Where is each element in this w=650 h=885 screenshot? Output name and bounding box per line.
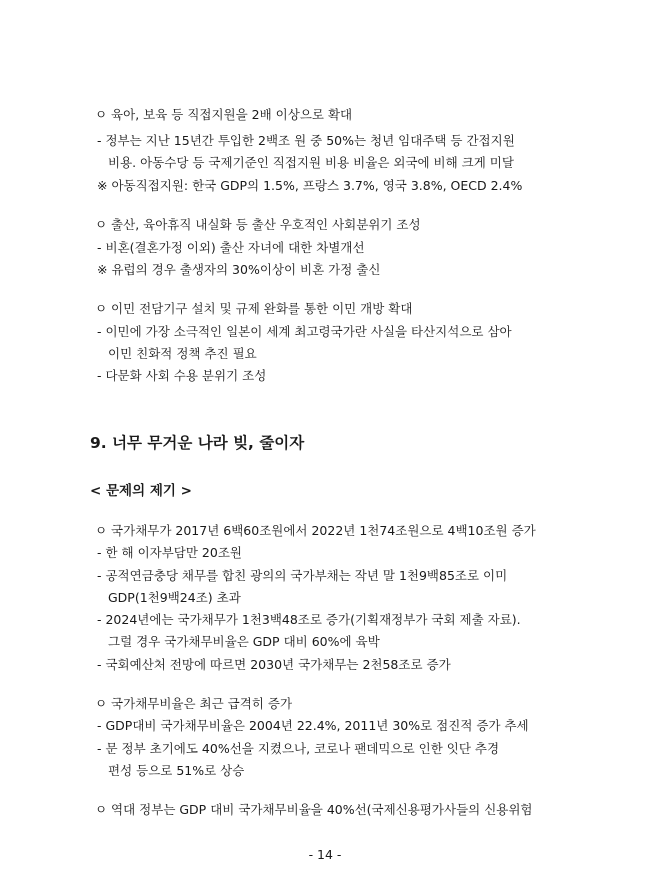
sub-item: - 이민에 가장 소극적인 일본이 세계 최고령국가란 사실을 타산지석으로 삼아	[97, 324, 512, 339]
sub-item: - 국회예산처 전망에 따르면 2030년 국가채무는 2천58조로 증가	[97, 657, 451, 672]
bullet-item: ㅇ 이민 전담기구 설치 및 규제 완화를 통한 이민 개방 확대	[95, 301, 413, 316]
bullet-item: ㅇ 역대 정부는 GDP 대비 국가채무비율을 40%선(국제신용평가사들의 신용위험	[95, 802, 533, 817]
section-heading: 9. 너무 무거운 나라 빚, 줄이자	[90, 434, 305, 452]
bullet-item: ㅇ 출산, 육아휴직 내실화 등 출산 우호적인 사회분위기 조성	[95, 217, 421, 232]
sub-item-continued: 비용. 아동수당 등 국제기준인 직접지원 비용 비율은 외국에 비해 크게 미달	[108, 155, 514, 170]
sub-item-continued: 이민 친화적 정책 추진 필요	[108, 346, 257, 361]
sub-item: - GDP대비 국가채무비율은 2004년 22.4%, 2011년 30%로 점진적 증가 추세	[97, 718, 529, 733]
sub-item: - 다문화 사회 수용 분위기 조성	[97, 368, 267, 383]
sub-item: - 공적연금충당 채무를 합친 광의의 국가부채는 작년 말 1천9백85조로 이미	[97, 568, 508, 583]
bullet-item: ㅇ 육아, 보육 등 직접지원을 2배 이상으로 확대	[95, 107, 353, 122]
section-subheading: < 문제의 제기 >	[90, 483, 192, 499]
bullet-item: ㅇ 국가채무가 2017년 6백60조원에서 2022년 1천74조원으로 4백10조원 증가	[95, 523, 536, 538]
sub-item-continued: 편성 등으로 51%로 상승	[108, 763, 245, 778]
sub-item-continued: 그럴 경우 국가채무비율은 GDP 대비 60%에 육박	[108, 634, 380, 649]
sub-item-continued: GDP(1천9백24조) 초과	[108, 590, 241, 605]
page-number: - 14 -	[308, 847, 342, 862]
note-item: ※ 유럽의 경우 출생자의 30%이상이 비혼 가정 출신	[97, 262, 381, 277]
sub-item: - 비혼(결혼가정 이외) 출산 자녀에 대한 차별개선	[97, 240, 365, 255]
sub-item: - 2024년에는 국가채무가 1천3백48조로 증가(기획재정부가 국회 제출 자료).	[97, 612, 521, 627]
sub-item: - 한 해 이자부담만 20조원	[97, 545, 242, 560]
sub-item: - 문 정부 초기에도 40%선을 지켰으나, 코로나 팬데믹으로 인한 잇단 추경	[97, 741, 500, 756]
bullet-item: ㅇ 국가채무비율은 최근 급격히 증가	[95, 696, 293, 711]
note-item: ※ 아동직접지원: 한국 GDP의 1.5%, 프랑스 3.7%, 영국 3.8%, OECD 2.4%	[97, 178, 523, 193]
sub-item: - 정부는 지난 15년간 투입한 2백조 원 중 50%는 청년 임대주택 등 간접지원	[97, 133, 515, 148]
